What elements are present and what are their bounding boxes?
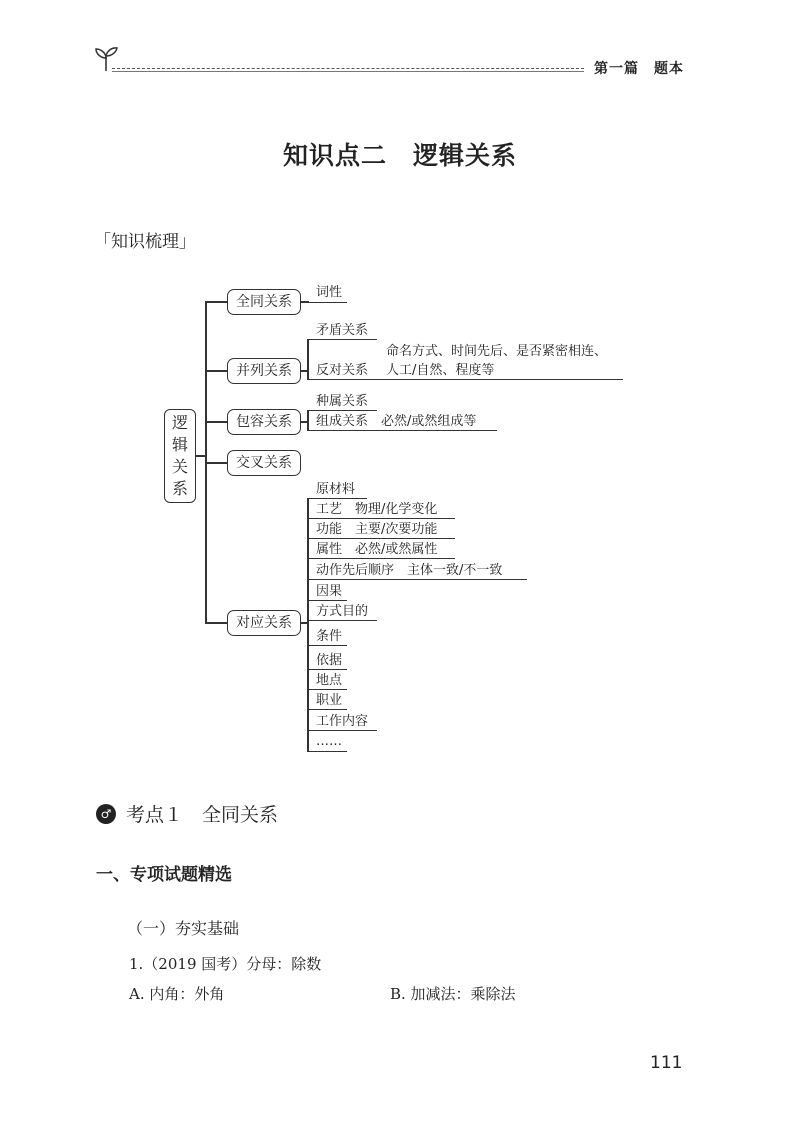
leaf-didian: 地点 [316,673,343,688]
subsection-heading: （一）夯实基础 [127,919,240,938]
leaf-zhongshu: 种属关系 [316,394,369,409]
leaf-fandui: 反对关系 [316,363,369,378]
connector [205,622,227,624]
leaf-underline [307,518,455,519]
branch-binglie: 并列关系 [227,358,301,384]
leaf-underline [307,379,623,380]
kaodian-icon: ♂ [96,804,116,824]
leaf-shuxing: 属性 必然/或然属性 [316,542,438,557]
leaf-tiaojian: 条件 [316,629,343,644]
leaf-underline [307,410,377,411]
leaf-underline [307,730,377,731]
bracket-line [307,498,309,752]
leaf-gongneng: 功能 主要/次要功能 [316,522,438,537]
leaf-underline [307,538,455,539]
leaf-dongzuo: 动作先后顺序 主体一致/不一致 [316,563,503,578]
option-b: B. 加减法：乘除法 [390,985,516,1003]
leaf-underline [307,339,377,340]
leaf-underline [307,689,347,690]
branch-duiying: 对应关系 [227,610,301,636]
option-a: A. 内角：外角 [129,985,225,1003]
leaf-underline [307,558,455,559]
connector [205,421,227,423]
page-number: 111 [650,1053,683,1073]
leaf-maodun: 矛盾关系 [316,323,369,338]
leaf-yiju: 依据 [316,653,343,668]
leaf-underline [307,579,527,580]
page-title: 知识点二 逻辑关系 [282,141,517,170]
leaf-fangshi: 方式目的 [316,604,369,619]
branch-quantong: 全同关系 [227,289,301,315]
connector [205,370,227,372]
root-char: 系 [171,479,188,498]
binglie-note-line2: 人工/自然、程度等 [386,363,495,378]
connector [205,462,227,464]
leaf-zucheng: 组成关系 必然/或然组成等 [316,414,477,429]
bracket-line [307,410,309,431]
kaodian-heading [96,800,278,827]
leaf-underline [307,498,367,499]
leaf-underline [307,620,377,621]
leaf-underline [307,751,347,752]
leaf-underline [307,669,347,670]
leaf-gongzuoneirong: 工作内容 [316,714,369,729]
question-stem: 1.（2019 国考）分母：除数 [129,955,322,973]
header-rule [112,68,584,69]
bracket-line [307,339,309,379]
header-rule-solid [112,71,584,72]
leaf-underline [307,600,347,601]
header-chapter: 第一篇 题本 [594,61,684,77]
branch-baorong: 包容关系 [227,409,301,435]
leaf-underline [307,709,347,710]
kaodian-title: 考点１ 全同关系 [126,804,279,826]
connector [301,301,309,303]
section-heading: 一、专项试题精选 [96,865,232,885]
branch-jiaocha: 交叉关系 [227,450,301,476]
root-char: 逻 [171,413,188,432]
leaf-underline [307,645,347,646]
mindmap-root [164,409,196,503]
section-tag: 「知识梳理」 [94,232,196,252]
leaf-gongyi: 工艺 物理/化学变化 [316,502,438,517]
root-char: 辑 [171,435,188,454]
binglie-note-line1: 命名方式、时间先后、是否紧密相连、 [386,344,608,359]
leaf-underline [307,430,497,431]
leaf-zhiye: 职业 [316,693,343,708]
leaf-underline [309,302,347,303]
connector [205,301,227,303]
leaf-cixing: 词性 [316,285,343,300]
leaf-yinguo: 因果 [316,584,343,599]
leaf-ellipsis: …… [316,734,342,749]
leaf-yuancailiao: 原材料 [316,482,356,497]
root-char: 关 [171,457,188,476]
